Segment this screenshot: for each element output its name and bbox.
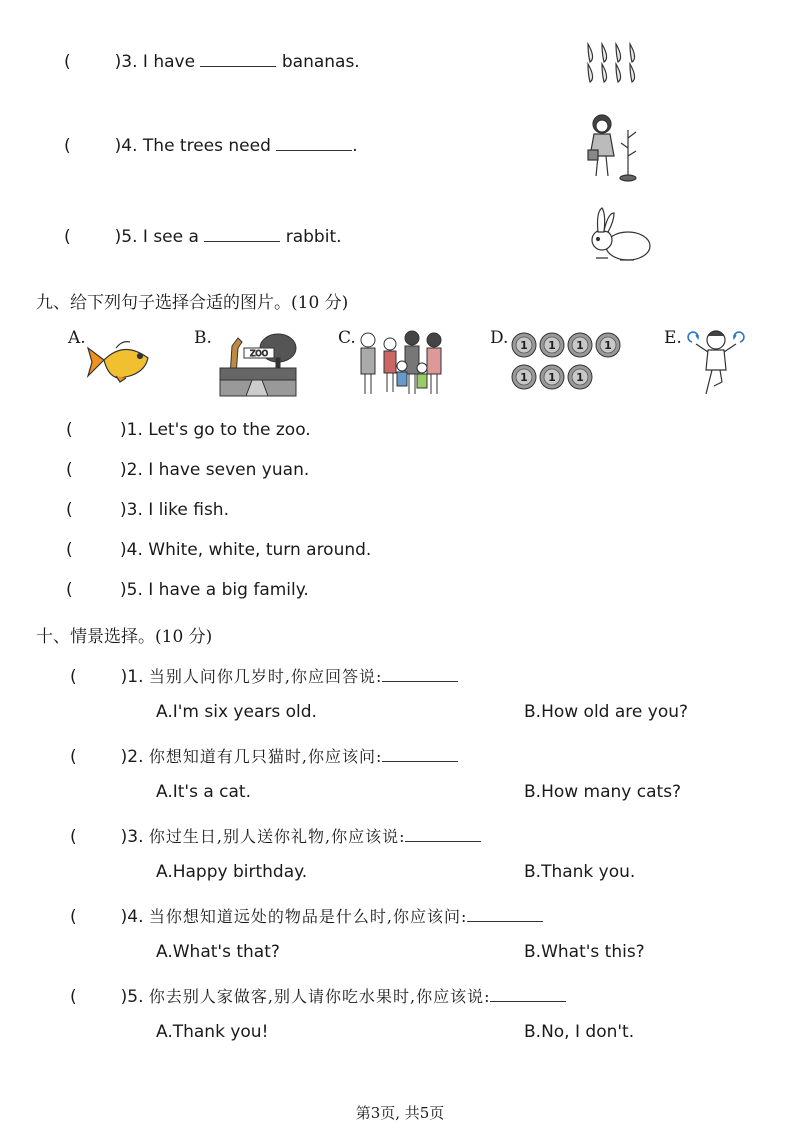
coin xyxy=(568,333,592,357)
fish-icon xyxy=(86,336,154,384)
answer-blank[interactable] xyxy=(382,680,458,682)
match-sentence-2: ( )2. I have seven yuan. xyxy=(66,460,310,480)
girl-watering-tree-icon xyxy=(584,110,640,186)
coin-value: 1 xyxy=(520,339,528,352)
page-number: 第3页, 共5页 xyxy=(355,1104,445,1122)
option-2a[interactable]: A.It's a cat. xyxy=(156,782,252,802)
coin xyxy=(540,333,564,357)
coin xyxy=(512,333,536,357)
coin xyxy=(568,365,592,389)
fill-item-3: ( )3. I have bananas. xyxy=(64,52,360,72)
coin-value: 1 xyxy=(548,339,556,352)
section-10-title: 十、情景选择。(10 分) xyxy=(36,627,213,647)
zoo-icon xyxy=(216,328,298,398)
coin-value: 1 xyxy=(576,339,584,352)
coin-value: 1 xyxy=(604,339,612,352)
option-4a[interactable]: A.What's that? xyxy=(156,942,280,962)
answer-blank[interactable] xyxy=(276,149,352,151)
coin xyxy=(540,365,564,389)
coin xyxy=(512,365,536,389)
answer-blank[interactable] xyxy=(405,840,481,842)
match-sentence-3: ( )3. I like fish. xyxy=(66,500,229,520)
scenario-question-1: ( )1. 当别人问你几岁时,你应回答说: xyxy=(70,664,458,687)
option-4b[interactable]: B.What's this? xyxy=(524,942,645,962)
picture-label-e: E. xyxy=(664,328,682,348)
option-3b[interactable]: B.Thank you. xyxy=(524,862,636,882)
answer-blank[interactable] xyxy=(490,1000,566,1002)
coin-value: 1 xyxy=(576,371,584,384)
child-turning-icon xyxy=(688,328,748,398)
coin xyxy=(596,333,620,357)
bananas-icon xyxy=(584,38,648,86)
section-9-title: 九、给下列句子选择合适的图片。(10 分) xyxy=(36,293,349,313)
match-sentence-1: ( )1. Let's go to the zoo. xyxy=(66,420,311,440)
picture-label-d: D. xyxy=(490,328,509,348)
fill-item-5: ( )5. I see a rabbit. xyxy=(64,227,342,247)
option-3a[interactable]: A.Happy birthday. xyxy=(156,862,308,882)
scenario-question-3: ( )3. 你过生日,别人送你礼物,你应该说: xyxy=(70,824,481,847)
zoo-sign: ZOO xyxy=(249,349,269,358)
family-icon xyxy=(356,330,448,398)
answer-blank[interactable] xyxy=(200,65,276,67)
fill-item-4: ( )4. The trees need . xyxy=(64,136,358,156)
coins-icon xyxy=(510,332,626,394)
match-sentence-4: ( )4. White, white, turn around. xyxy=(66,540,372,560)
rabbit-icon xyxy=(586,206,654,266)
match-sentence-5: ( )5. I have a big family. xyxy=(66,580,309,600)
option-1b[interactable]: B.How old are you? xyxy=(524,702,689,722)
scenario-question-5: ( )5. 你去别人家做客,别人请你吃水果时,你应该说: xyxy=(70,984,566,1007)
picture-label-b: B. xyxy=(194,328,212,348)
picture-label-a: A. xyxy=(68,328,86,348)
scenario-question-2: ( )2. 你想知道有几只猫时,你应该问: xyxy=(70,744,458,767)
option-5b[interactable]: B.No, I don't. xyxy=(524,1022,635,1042)
coin-value: 1 xyxy=(548,371,556,384)
answer-blank[interactable] xyxy=(467,920,543,922)
answer-blank[interactable] xyxy=(382,760,458,762)
option-1a[interactable]: A.I'm six years old. xyxy=(156,702,317,722)
answer-blank[interactable] xyxy=(204,240,280,242)
option-5a[interactable]: A.Thank you! xyxy=(156,1022,269,1042)
coin-value: 1 xyxy=(520,371,528,384)
scenario-question-4: ( )4. 当你想知道远处的物品是什么时,你应该问: xyxy=(70,904,543,927)
option-2b[interactable]: B.How many cats? xyxy=(524,782,682,802)
picture-label-c: C. xyxy=(338,328,356,348)
